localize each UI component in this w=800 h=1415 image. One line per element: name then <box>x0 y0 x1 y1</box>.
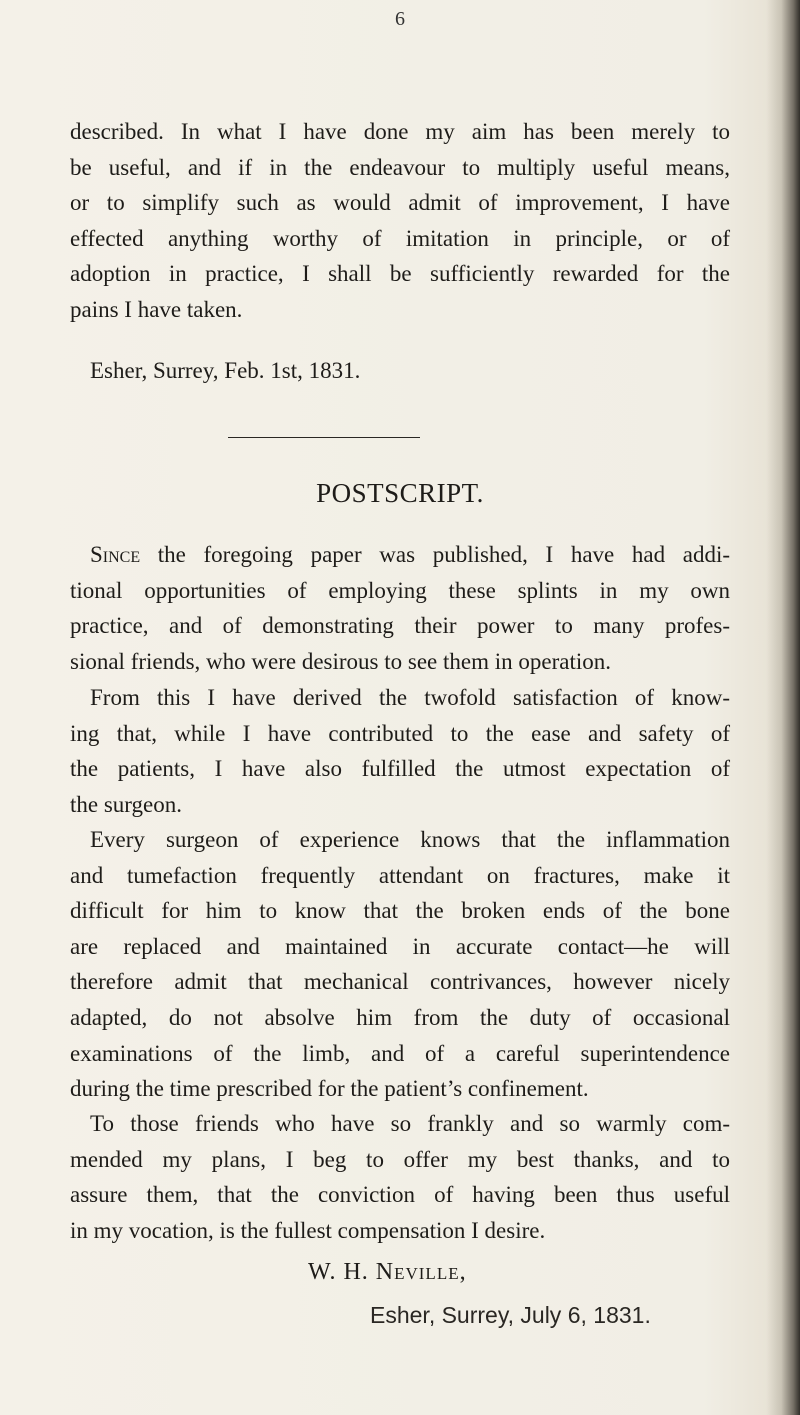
preface-paragraph <box>70 114 730 328</box>
drop-lead-word: Since <box>90 542 141 567</box>
text-line: adapted, do not absolve him from the duty of occasional <box>70 1004 730 1030</box>
signature-surname: Neville, <box>375 1259 467 1285</box>
postscript-paragraph-2 <box>70 680 730 822</box>
text-line: mended my plans, I beg to offer my best thanks, and to <box>70 1146 730 1172</box>
signature-place-date: Esher, Surrey, July 6, 1831. <box>370 1302 651 1328</box>
postscript-heading: POSTSCRIPT. <box>316 478 484 508</box>
text-line: pains I have taken. <box>70 296 243 322</box>
page-number: 6 <box>395 8 405 30</box>
text-line: tional opportunities of employing these splints in my own <box>70 577 730 603</box>
text-line: the patients, I have also fulfilled the utmost expectation of <box>70 756 730 782</box>
text-line: effected anything worthy of imitation in principle, or of <box>70 225 730 251</box>
text-line: the surgeon. <box>70 791 183 817</box>
text-line: in my vocation, is the fullest compensation I desire. <box>70 1217 546 1243</box>
text-line: Every surgeon of experience knows that the inflammation <box>90 827 730 852</box>
page-edge-shadow <box>766 0 800 1415</box>
text-line: assure them, that the conviction of having been thus useful <box>70 1182 730 1208</box>
text-line: From this I have derived the twofold satisfaction of know- <box>90 685 730 710</box>
signature-initials: W. H. <box>308 1259 376 1285</box>
text-line: are replaced and maintained in accurate contact—he will <box>70 933 730 959</box>
text-line: described. In what I have done my aim has been merely to <box>70 119 730 144</box>
text-line: practice, and of demonstrating their power to many profes- <box>70 613 730 639</box>
text-line: therefore admit that mechanical contrivances, however nicely <box>70 969 730 995</box>
text-line <box>70 537 730 573</box>
postscript-paragraph-3 <box>70 822 730 1107</box>
text-line: sional friends, who were desirous to see them in operation. <box>70 648 612 674</box>
text-line: during the time prescribed for the patient’s confinement. <box>70 1076 589 1102</box>
text-line-rest: the foregoing paper was published, I have had addi- <box>140 542 730 567</box>
preface-dateline: Esher, Surrey, Feb. 1st, 1831. <box>90 358 361 383</box>
text-line: and tumefaction frequently attendant on fractures, make it <box>70 862 730 888</box>
text-line: adoption in practice, I shall be sufficiently rewarded for the <box>70 261 730 287</box>
text-line: ing that, while I have contributed to the ease and safety of <box>70 720 730 746</box>
text-line: examinations of the limb, and of a careful superintendence <box>70 1040 730 1066</box>
section-divider <box>228 437 420 438</box>
text-line: difficult for him to know that the broken ends of the bone <box>70 898 730 924</box>
text-line: or to simplify such as would admit of improvement, I have <box>70 190 730 216</box>
postscript-paragraph-4 <box>70 1106 730 1248</box>
text-line: To those friends who have so frankly and so warmly com- <box>90 1111 730 1136</box>
postscript-paragraph-1 <box>70 537 730 679</box>
signature-name <box>308 1259 467 1286</box>
text-line: be useful, and if in the endeavour to multiply useful means, <box>70 154 730 180</box>
